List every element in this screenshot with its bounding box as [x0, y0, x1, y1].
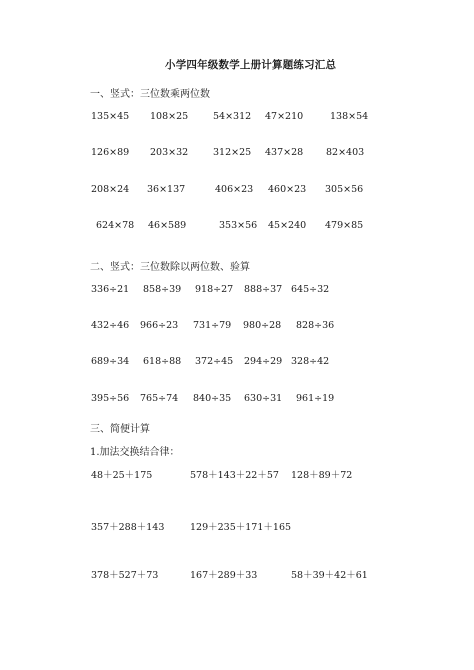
s2-r1-c4: 888÷37 — [244, 284, 283, 295]
s2-r2-c5: 828÷36 — [296, 320, 335, 331]
s2-r2-c3: 731÷79 — [193, 320, 232, 331]
page-title: 小学四年级数学上册计算题练习汇总 — [165, 59, 337, 71]
s2-r1-c2: 858÷39 — [143, 284, 182, 295]
s1-r4-c1: 624×78 — [96, 220, 135, 231]
s2-r3-c4: 294÷29 — [244, 356, 283, 367]
s2-r2-c2: 966÷23 — [140, 320, 179, 331]
s1-r3-c1: 208×24 — [91, 184, 130, 195]
s1-r3-c5: 305×56 — [325, 184, 364, 195]
s1-r1-c4: 47×210 — [265, 111, 304, 122]
s2-r4-c3: 840÷35 — [193, 393, 232, 404]
section-3-heading: 三、简便计算 — [90, 424, 150, 435]
s3-r2-c2: 129＋235＋171＋165 — [190, 522, 292, 533]
s1-r3-c4: 460×23 — [268, 184, 307, 195]
s1-r3-c3: 406×23 — [215, 184, 254, 195]
s3-r1-c3: 128＋89＋72 — [291, 470, 353, 481]
s1-r2-c5: 82×403 — [326, 147, 365, 158]
s3-r3-c3: 58＋39＋42＋61 — [291, 570, 368, 581]
s2-r4-c4: 630÷31 — [244, 393, 283, 404]
section-1-heading: 一、竖式：三位数乘两位数 — [90, 89, 210, 100]
s2-r3-c5: 328÷42 — [291, 356, 330, 367]
s2-r2-c4: 980÷28 — [243, 320, 282, 331]
section-2-heading: 二、竖式：三位数除以两位数、验算 — [90, 262, 250, 273]
s2-r4-c5: 961÷19 — [296, 393, 335, 404]
s3-r3-c2: 167＋289＋33 — [190, 570, 258, 581]
s1-r4-c2: 46×589 — [148, 220, 187, 231]
s3-r3-c1: 378＋527＋73 — [91, 570, 159, 581]
s1-r2-c1: 126×89 — [91, 147, 130, 158]
s1-r4-c4: 45×240 — [268, 220, 307, 231]
s1-r1-c2: 108×25 — [150, 111, 189, 122]
s2-r1-c1: 336÷21 — [91, 284, 130, 295]
s2-r1-c5: 645÷32 — [291, 284, 330, 295]
s3-r1-c1: 48＋25＋175 — [91, 470, 153, 481]
s1-r4-c3: 353×56 — [219, 220, 258, 231]
s2-r3-c3: 372÷45 — [195, 356, 234, 367]
s1-r3-c2: 36×137 — [147, 184, 186, 195]
s2-r1-c3: 918÷27 — [195, 284, 234, 295]
s1-r1-c1: 135×45 — [91, 111, 130, 122]
s2-r4-c2: 765÷74 — [140, 393, 179, 404]
s3-r1-c2: 578＋143＋22＋57 — [190, 470, 279, 481]
s1-r1-c3: 54×312 — [213, 111, 252, 122]
s2-r3-c1: 689÷34 — [91, 356, 130, 367]
s1-r2-c2: 203×32 — [150, 147, 189, 158]
s2-r3-c2: 618÷88 — [143, 356, 182, 367]
section-3-subheading: 1.加法交换结合律： — [90, 447, 180, 458]
s2-r2-c1: 432÷46 — [91, 320, 130, 331]
s3-r2-c1: 357＋288＋143 — [91, 522, 165, 533]
s2-r4-c1: 395÷56 — [91, 393, 130, 404]
s1-r4-c5: 479×85 — [325, 220, 364, 231]
s1-r1-c5: 138×54 — [330, 111, 369, 122]
s1-r2-c3: 312×25 — [213, 147, 252, 158]
s1-r2-c4: 437×28 — [265, 147, 304, 158]
